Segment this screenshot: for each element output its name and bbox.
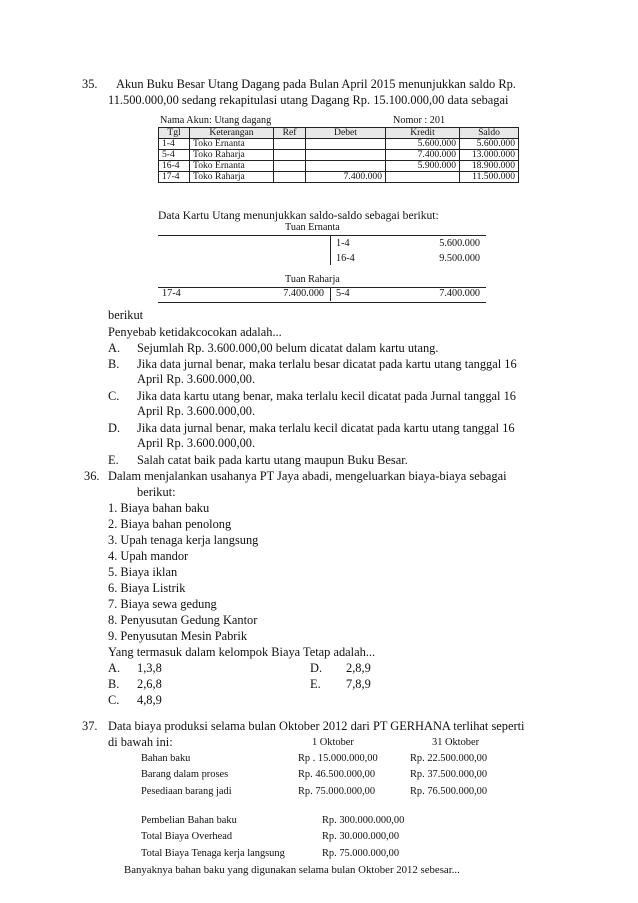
t-account-raharja-right-amount: 7.400.000 <box>439 288 480 299</box>
q36-option-label: A. <box>108 661 121 675</box>
q36-option-label: B. <box>108 677 120 691</box>
q35-option-text: Jika data jurnal benar, maka terlalu kecil dicatat pada kartu utang tanggal 16 <box>137 421 515 435</box>
ledger-cell: 7.400.000 <box>306 172 386 183</box>
t-account-raharja-vline <box>330 287 331 301</box>
q36-option-label: D. <box>310 661 323 675</box>
t-account-raharja-title: Tuan Raharja <box>285 274 340 285</box>
q36-option-text: 1,3,8 <box>137 661 162 675</box>
ledger-cell: Toko Ernanta <box>190 139 274 150</box>
ledger-cell: 16-4 <box>159 161 190 172</box>
q35-option-label: E. <box>108 453 119 467</box>
t-account-raharja-left-amount: 7.400.000 <box>283 288 324 299</box>
q37-row-value-1: Rp. 46.500.000,00 <box>298 769 376 780</box>
q36-option-label: E. <box>310 677 321 691</box>
table-row <box>159 172 519 183</box>
t-account-ernanta-amount: 5.600.000 <box>439 238 480 249</box>
q37-col-header-2: 31 Oktober <box>432 737 480 748</box>
ledger-account-name: Nama Akun: Utang dagang <box>160 115 272 126</box>
ledger-cell <box>274 172 306 183</box>
q35-option-text: Salah catat baik pada kartu utang maupun Buku Besar. <box>137 453 408 467</box>
q35-option-text: Jika data kartu utang benar, maka terlalu kecil dicatat pada Jurnal tanggal 16 <box>137 389 516 403</box>
ledger-cell <box>274 161 306 172</box>
ledger-header-cell: Saldo <box>460 128 519 139</box>
t-account-ernanta-title: Tuan Ernanta <box>285 222 340 233</box>
ledger-cell <box>306 161 386 172</box>
q37-row2-value: Rp. 300.000.000,00 <box>322 815 405 826</box>
q37-row2-label: Pembelian Bahan baku <box>141 815 237 826</box>
q35-option-text: Jika data jurnal benar, maka terlalu besar dicatat pada kartu utang tanggal 16 <box>137 357 517 371</box>
table-row <box>159 161 519 172</box>
ledger-header-cell: Tgl <box>159 128 190 139</box>
q35-option-text: Sejumlah Rp. 3.600.000,00 belum dicatat dalam kartu utang. <box>137 341 439 355</box>
list-item: 7. Biaya sewa gedung <box>108 597 217 611</box>
q36-text-line1: Dalam menjalankan usahanya PT Jaya abadi, mengeluarkan biaya-biaya sebagai <box>108 469 507 483</box>
q37-row2-value: Rp. 30.000.000,00 <box>322 831 400 842</box>
q36-option-text: 7,8,9 <box>346 677 371 691</box>
t-account-ernanta-date: 16-4 <box>336 253 355 264</box>
q36-prompt: Yang termasuk dalam kelompok Biaya Tetap adalah... <box>108 645 376 659</box>
ledger-header-cell: Kredit <box>386 128 460 139</box>
q36-text-line2: berikut: <box>137 485 176 499</box>
q35-prompt: Penyebab ketidakcocokan adalah... <box>108 325 282 339</box>
ledger-cell <box>306 139 386 150</box>
q37-row-label: Bahan baku <box>141 753 191 764</box>
q35-option-text-cont: April Rp. 3.600.000,00. <box>137 436 256 450</box>
q35-option-text-cont: April Rp. 3.600.000,00. <box>137 404 256 418</box>
q37-row2-value: Rp. 75.000.000,00 <box>322 848 400 859</box>
t-account-raharja-right-date: 5-4 <box>336 288 350 299</box>
list-item: 9. Penyusutan Mesin Pabrik <box>108 629 248 643</box>
list-item: 6. Biaya Listrik <box>108 581 186 595</box>
q35-text-continued: berikut <box>108 308 144 322</box>
ledger-cell: 17-4 <box>159 172 190 183</box>
q37-row2-label: Total Biaya Tenaga kerja langsung <box>141 848 285 859</box>
q37-row-label: Pesediaan barang jadi <box>141 786 232 797</box>
ledger-cell: 5.900.000 <box>386 161 460 172</box>
ledger-cell: Toko Raharja <box>190 150 274 161</box>
t-account-ernanta-date: 1-4 <box>336 238 350 249</box>
ledger-account-number: Nomor : 201 <box>393 115 446 126</box>
list-item: 8. Penyusutan Gedung Kantor <box>108 613 258 627</box>
ledger-header-row <box>159 128 519 139</box>
q35-text-line1: Akun Buku Besar Utang Dagang pada Bulan April 2015 menunjukkan saldo Rp. <box>116 77 516 91</box>
t-account-ernanta-hline <box>158 235 486 236</box>
q37-text-line2: di bawah ini: <box>108 735 173 749</box>
q37-row2-label: Total Biaya Overhead <box>141 831 233 842</box>
list-item: 5. Biaya iklan <box>108 565 178 579</box>
q36-option-text: 4,8,9 <box>137 693 162 707</box>
q35-option-text-cont: April Rp. 3.600.000,00. <box>137 372 256 386</box>
ledger-cell: 1-4 <box>159 139 190 150</box>
q35-option-label: B. <box>108 357 120 371</box>
ledger-cell: Toko Raharja <box>190 172 274 183</box>
ledger-cell <box>306 150 386 161</box>
q35-option-label: D. <box>108 421 121 435</box>
kartu-utang-title: Data Kartu Utang menunjukkan saldo-saldo sebagai berikut: <box>158 209 439 222</box>
ledger-cell: 7.400.000 <box>386 150 460 161</box>
q35-text-line2: 11.500.000,00 sedang rekapitulasi utang Dagang Rp. 15.100.000,00 data sebagai <box>108 93 509 107</box>
t-account-ernanta-vline <box>330 235 331 265</box>
ledger-cell: 13.000.000 <box>460 150 519 161</box>
q37-row-label: Barang dalam proses <box>141 769 229 780</box>
ledger-cell: 5-4 <box>159 150 190 161</box>
t-account-raharja-bottom-line <box>158 302 486 303</box>
q37-row-value-2: Rp. 22.500.000,00 <box>410 753 488 764</box>
list-item: 2. Biaya bahan penolong <box>108 517 232 531</box>
ledger-cell <box>274 139 306 150</box>
q37-number: 37. <box>82 719 98 733</box>
ledger-table <box>158 127 519 183</box>
ledger-header-cell: Ref <box>274 128 306 139</box>
q36-number: 36. <box>84 469 100 483</box>
table-row <box>159 150 519 161</box>
t-account-ernanta-amount: 9.500.000 <box>439 253 480 264</box>
q37-row-value-1: Rp . 15.000.000,00 <box>298 753 378 764</box>
ledger-cell: 18.900.000 <box>460 161 519 172</box>
ledger-cell <box>386 172 460 183</box>
ledger-cell: 5.600.000 <box>386 139 460 150</box>
q37-row-value-2: Rp. 76.500.000,00 <box>410 786 488 797</box>
q37-row-value-2: Rp. 37.500.000,00 <box>410 769 488 780</box>
q37-question: Banyaknya bahan baku yang digunakan selama bulan Oktober 2012 sebesar... <box>124 864 460 876</box>
q35-number: 35. <box>82 77 98 91</box>
ledger-cell: 11.500.000 <box>460 172 519 183</box>
ledger-header-cell: Debet <box>306 128 386 139</box>
q36-option-label: C. <box>108 693 120 707</box>
q37-text-line1: Data biaya produksi selama bulan Oktober 2012 dari PT GERHANA terlihat seperti <box>108 719 525 733</box>
list-item: 3. Upah tenaga kerja langsung <box>108 533 259 547</box>
q35-option-label: C. <box>108 389 120 403</box>
q37-col-header-1: 1 Oktober <box>312 737 354 748</box>
ledger-cell: 5.600.000 <box>460 139 519 150</box>
ledger-cell <box>274 150 306 161</box>
list-item: 1. Biaya bahan baku <box>108 501 210 515</box>
t-account-raharja-left-date: 17-4 <box>162 288 181 299</box>
q35-option-label: A. <box>108 341 121 355</box>
ledger-cell: Toko Ernanta <box>190 161 274 172</box>
q36-option-text: 2,8,9 <box>346 661 371 675</box>
q37-row-value-1: Rp. 75.000.000,00 <box>298 786 376 797</box>
table-row <box>159 139 519 150</box>
ledger-header-cell: Keterangan <box>190 128 274 139</box>
q36-option-text: 2,6,8 <box>137 677 162 691</box>
list-item: 4. Upah mandor <box>108 549 189 563</box>
